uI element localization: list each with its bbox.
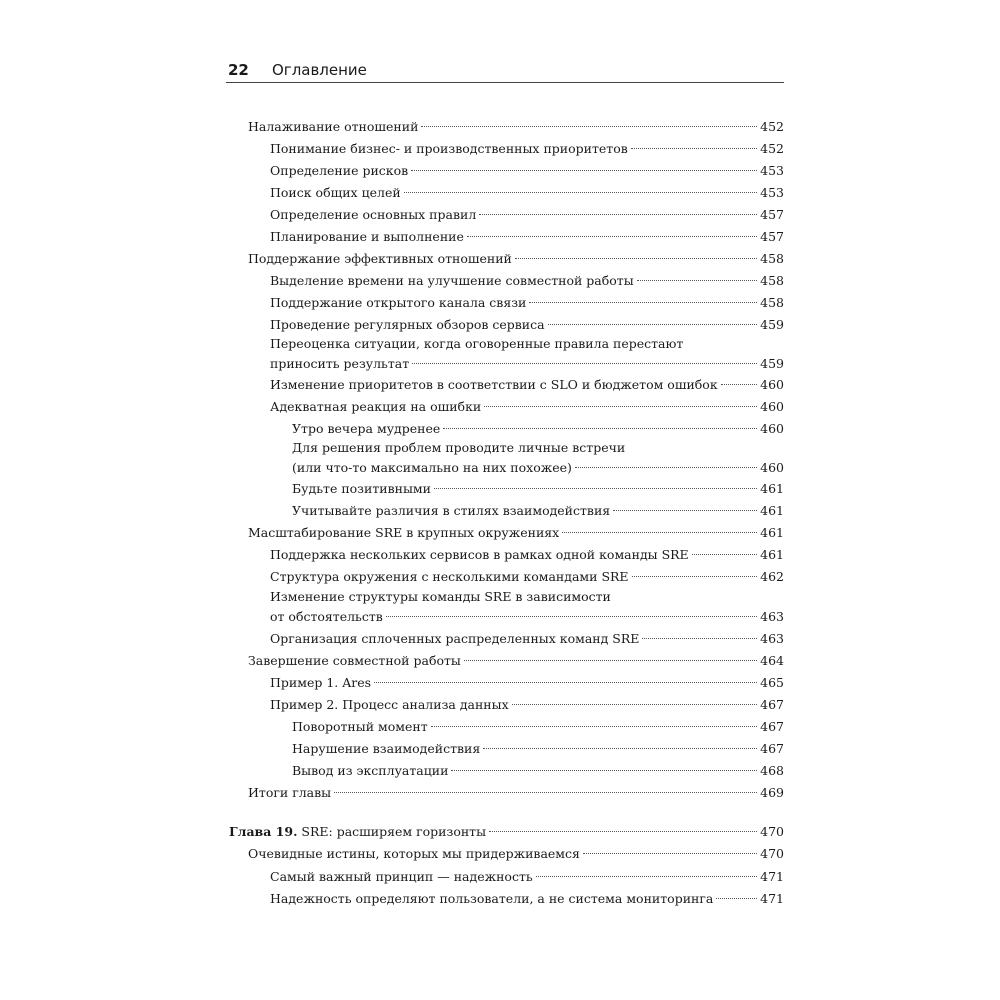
toc-entry-page: 470 bbox=[760, 846, 784, 861]
toc-entry[interactable] bbox=[270, 888, 784, 910]
toc-entry-page: 467 bbox=[760, 719, 784, 734]
toc-entry[interactable] bbox=[248, 650, 784, 672]
toc-entry[interactable] bbox=[292, 500, 784, 522]
toc-entry-title: Очевидные истины, которых мы придерживаемся bbox=[248, 846, 580, 861]
dot-leader bbox=[484, 406, 757, 407]
toc-entry-page: 470 bbox=[760, 824, 784, 839]
toc-entry-page: 453 bbox=[760, 185, 784, 200]
toc-entry-page: 467 bbox=[760, 741, 784, 756]
toc-entry[interactable] bbox=[270, 866, 784, 888]
toc-entry-title: Определение рисков bbox=[270, 163, 409, 178]
dot-leader bbox=[411, 170, 757, 171]
toc-entry-page: 452 bbox=[760, 119, 784, 134]
toc-entry-title: Планирование и выполнение bbox=[270, 229, 464, 244]
dot-leader bbox=[548, 324, 758, 325]
toc-chapter-entry[interactable] bbox=[229, 821, 784, 843]
toc-entry-title-line2: (или что-то максимально на них похожее) bbox=[292, 460, 572, 475]
toc-entry[interactable] bbox=[270, 270, 784, 292]
dot-leader bbox=[421, 126, 757, 127]
dot-leader bbox=[562, 532, 757, 533]
toc-entry[interactable] bbox=[292, 438, 784, 479]
toc-entry-page: 453 bbox=[760, 163, 784, 178]
toc-entry-title: Проведение регулярных обзоров сервиса bbox=[270, 317, 545, 332]
toc-entry[interactable] bbox=[248, 782, 784, 804]
dot-leader bbox=[583, 853, 757, 854]
toc-entry[interactable] bbox=[270, 374, 784, 396]
toc-entry[interactable] bbox=[270, 396, 784, 418]
dot-leader bbox=[434, 488, 757, 489]
toc-entry[interactable] bbox=[292, 716, 784, 738]
toc-entry[interactable] bbox=[248, 248, 784, 270]
dot-leader bbox=[721, 384, 757, 385]
toc-entry-title: Структура окружения с несколькими командами SRE bbox=[270, 569, 629, 584]
toc-entry-title: Налаживание отношений bbox=[248, 119, 419, 134]
toc-entry-title: Пример 2. Процесс анализа данных bbox=[270, 697, 509, 712]
toc-entry[interactable] bbox=[270, 587, 784, 628]
toc-entry-page: 460 bbox=[760, 377, 784, 392]
dot-leader bbox=[431, 726, 758, 727]
dot-leader bbox=[467, 236, 757, 237]
toc-entry-page: 465 bbox=[760, 675, 784, 690]
toc-entry-page: 459 bbox=[760, 356, 784, 371]
toc-entry-title: Нарушение взаимодействия bbox=[292, 741, 481, 756]
dot-leader bbox=[692, 554, 757, 555]
dot-leader bbox=[512, 704, 758, 705]
toc-entry-title: Вывод из эксплуатации bbox=[292, 763, 449, 778]
toc-entry[interactable] bbox=[270, 566, 784, 588]
toc-entry[interactable] bbox=[270, 628, 784, 650]
toc-entry-title: Будьте позитивными bbox=[292, 481, 431, 496]
toc-entry-title: Адекватная реакция на ошибки bbox=[270, 399, 482, 414]
dot-leader bbox=[483, 748, 757, 749]
toc-entry-page: 463 bbox=[760, 609, 784, 624]
toc-entry-title-line2: приносить результат bbox=[270, 356, 410, 371]
toc-entry-title: Изменение приоритетов в соответствии с SLO и бюджетом ошибок bbox=[270, 377, 718, 392]
toc-entry-title: Самый важный принцип — надежность bbox=[270, 869, 533, 884]
chapter-title: SRE: расширяем горизонты bbox=[301, 824, 487, 839]
toc-entry-title-line1: Изменение структуры команды SRE в зависимости bbox=[270, 589, 611, 604]
toc-entry-page: 458 bbox=[760, 273, 784, 288]
toc-entry-title: Надежность определяют пользователи, а не система мониторинга bbox=[270, 891, 714, 906]
dot-leader bbox=[536, 876, 757, 877]
dot-leader bbox=[637, 280, 757, 281]
toc-entry-page: 452 bbox=[760, 141, 784, 156]
toc-entry-page: 461 bbox=[760, 481, 784, 496]
toc-entry-title: Поиск общих целей bbox=[270, 185, 401, 200]
toc-entry-page: 467 bbox=[760, 697, 784, 712]
dot-leader bbox=[642, 638, 757, 639]
toc-entry-page: 460 bbox=[760, 399, 784, 414]
toc-entry-title: Выделение времени на улучшение совместной работы bbox=[270, 273, 634, 288]
dot-leader bbox=[613, 510, 757, 511]
toc-entry[interactable] bbox=[270, 292, 784, 314]
toc-entry-page: 458 bbox=[760, 251, 784, 266]
toc-entry-page: 458 bbox=[760, 295, 784, 310]
dot-leader bbox=[631, 148, 757, 149]
toc-entry-page: 460 bbox=[760, 460, 784, 475]
toc-entry-title: Определение основных правил bbox=[270, 207, 477, 222]
toc-entry-page: 457 bbox=[760, 207, 784, 222]
running-title: Оглавление bbox=[272, 61, 367, 79]
toc-entry-page: 461 bbox=[760, 547, 784, 562]
dot-leader bbox=[515, 258, 757, 259]
toc-entry[interactable] bbox=[248, 843, 784, 865]
toc-entry-page: 468 bbox=[760, 763, 784, 778]
toc-entry-page: 461 bbox=[760, 525, 784, 540]
page-number: 22 bbox=[228, 61, 249, 79]
dot-leader bbox=[334, 792, 757, 793]
dot-leader bbox=[529, 302, 757, 303]
toc-entry-title-line1: Переоценка ситуации, когда оговоренные правила перестают bbox=[270, 336, 684, 351]
toc-entry[interactable] bbox=[270, 204, 784, 226]
toc-entry-page: 471 bbox=[760, 869, 784, 884]
toc-entry-page: 462 bbox=[760, 569, 784, 584]
dot-leader bbox=[412, 363, 757, 364]
dot-leader bbox=[479, 214, 757, 215]
chapter-label: Глава 19. bbox=[229, 824, 298, 839]
dot-leader bbox=[464, 660, 757, 661]
toc-entry[interactable] bbox=[270, 182, 784, 204]
toc-entry[interactable] bbox=[270, 544, 784, 566]
toc-entry-page: 471 bbox=[760, 891, 784, 906]
toc-entry-page: 460 bbox=[760, 421, 784, 436]
toc-entry[interactable] bbox=[292, 418, 784, 440]
toc-entry[interactable] bbox=[248, 522, 784, 544]
toc-entry-title: Поддержка нескольких сервисов в рамках одной команды SRE bbox=[270, 547, 689, 562]
toc-entry-page: 457 bbox=[760, 229, 784, 244]
dot-leader bbox=[451, 770, 757, 771]
toc-entry[interactable] bbox=[248, 116, 784, 138]
dot-leader bbox=[404, 192, 757, 193]
toc-entry-title: Итоги главы bbox=[248, 785, 332, 800]
dot-leader bbox=[443, 428, 757, 429]
toc-entry-title: Утро вечера мудренее bbox=[292, 421, 441, 436]
toc-entry-page: 459 bbox=[760, 317, 784, 332]
toc-entry-title: Поддержание эффективных отношений bbox=[248, 251, 512, 266]
toc-entry-title: Поворотный момент bbox=[292, 719, 428, 734]
dot-leader bbox=[489, 831, 757, 832]
dot-leader bbox=[632, 576, 758, 577]
toc-entry[interactable] bbox=[270, 672, 784, 694]
toc-entry-page: 463 bbox=[760, 631, 784, 646]
toc-entry-title: Понимание бизнес- и производственных приоритетов bbox=[270, 141, 628, 156]
dot-leader bbox=[716, 898, 757, 899]
dot-leader bbox=[386, 616, 757, 617]
toc-entry-page: 464 bbox=[760, 653, 784, 668]
toc-entry[interactable] bbox=[270, 694, 784, 716]
toc-entry[interactable] bbox=[270, 160, 784, 182]
toc-entry[interactable] bbox=[292, 760, 784, 782]
toc-entry[interactable] bbox=[270, 314, 784, 336]
toc-entry[interactable] bbox=[270, 334, 784, 375]
toc-entry-title: Масштабирование SRE в крупных окружениях bbox=[248, 525, 560, 540]
dot-leader bbox=[575, 467, 757, 468]
dot-leader bbox=[374, 682, 757, 683]
toc-entry[interactable] bbox=[270, 226, 784, 248]
toc-entry-title: Организация сплоченных распределенных команд SRE bbox=[270, 631, 640, 646]
toc-entry[interactable] bbox=[270, 138, 784, 160]
toc-entry-page: 461 bbox=[760, 503, 784, 518]
toc-entry-title: Поддержание открытого канала связи bbox=[270, 295, 527, 310]
toc-entry[interactable] bbox=[292, 738, 784, 760]
toc-entry-page: 469 bbox=[760, 785, 784, 800]
toc-entry-title: Учитывайте различия в стилях взаимодействия bbox=[292, 503, 611, 518]
toc-entry-title: Завершение совместной работы bbox=[248, 653, 461, 668]
toc-entry[interactable] bbox=[292, 478, 784, 500]
toc-entry-title-line1: Для решения проблем проводите личные встречи bbox=[292, 440, 626, 455]
toc-entry-title: Пример 1. Ares bbox=[270, 675, 372, 690]
toc-entry-title-line2: от обстоятельств bbox=[270, 609, 383, 624]
